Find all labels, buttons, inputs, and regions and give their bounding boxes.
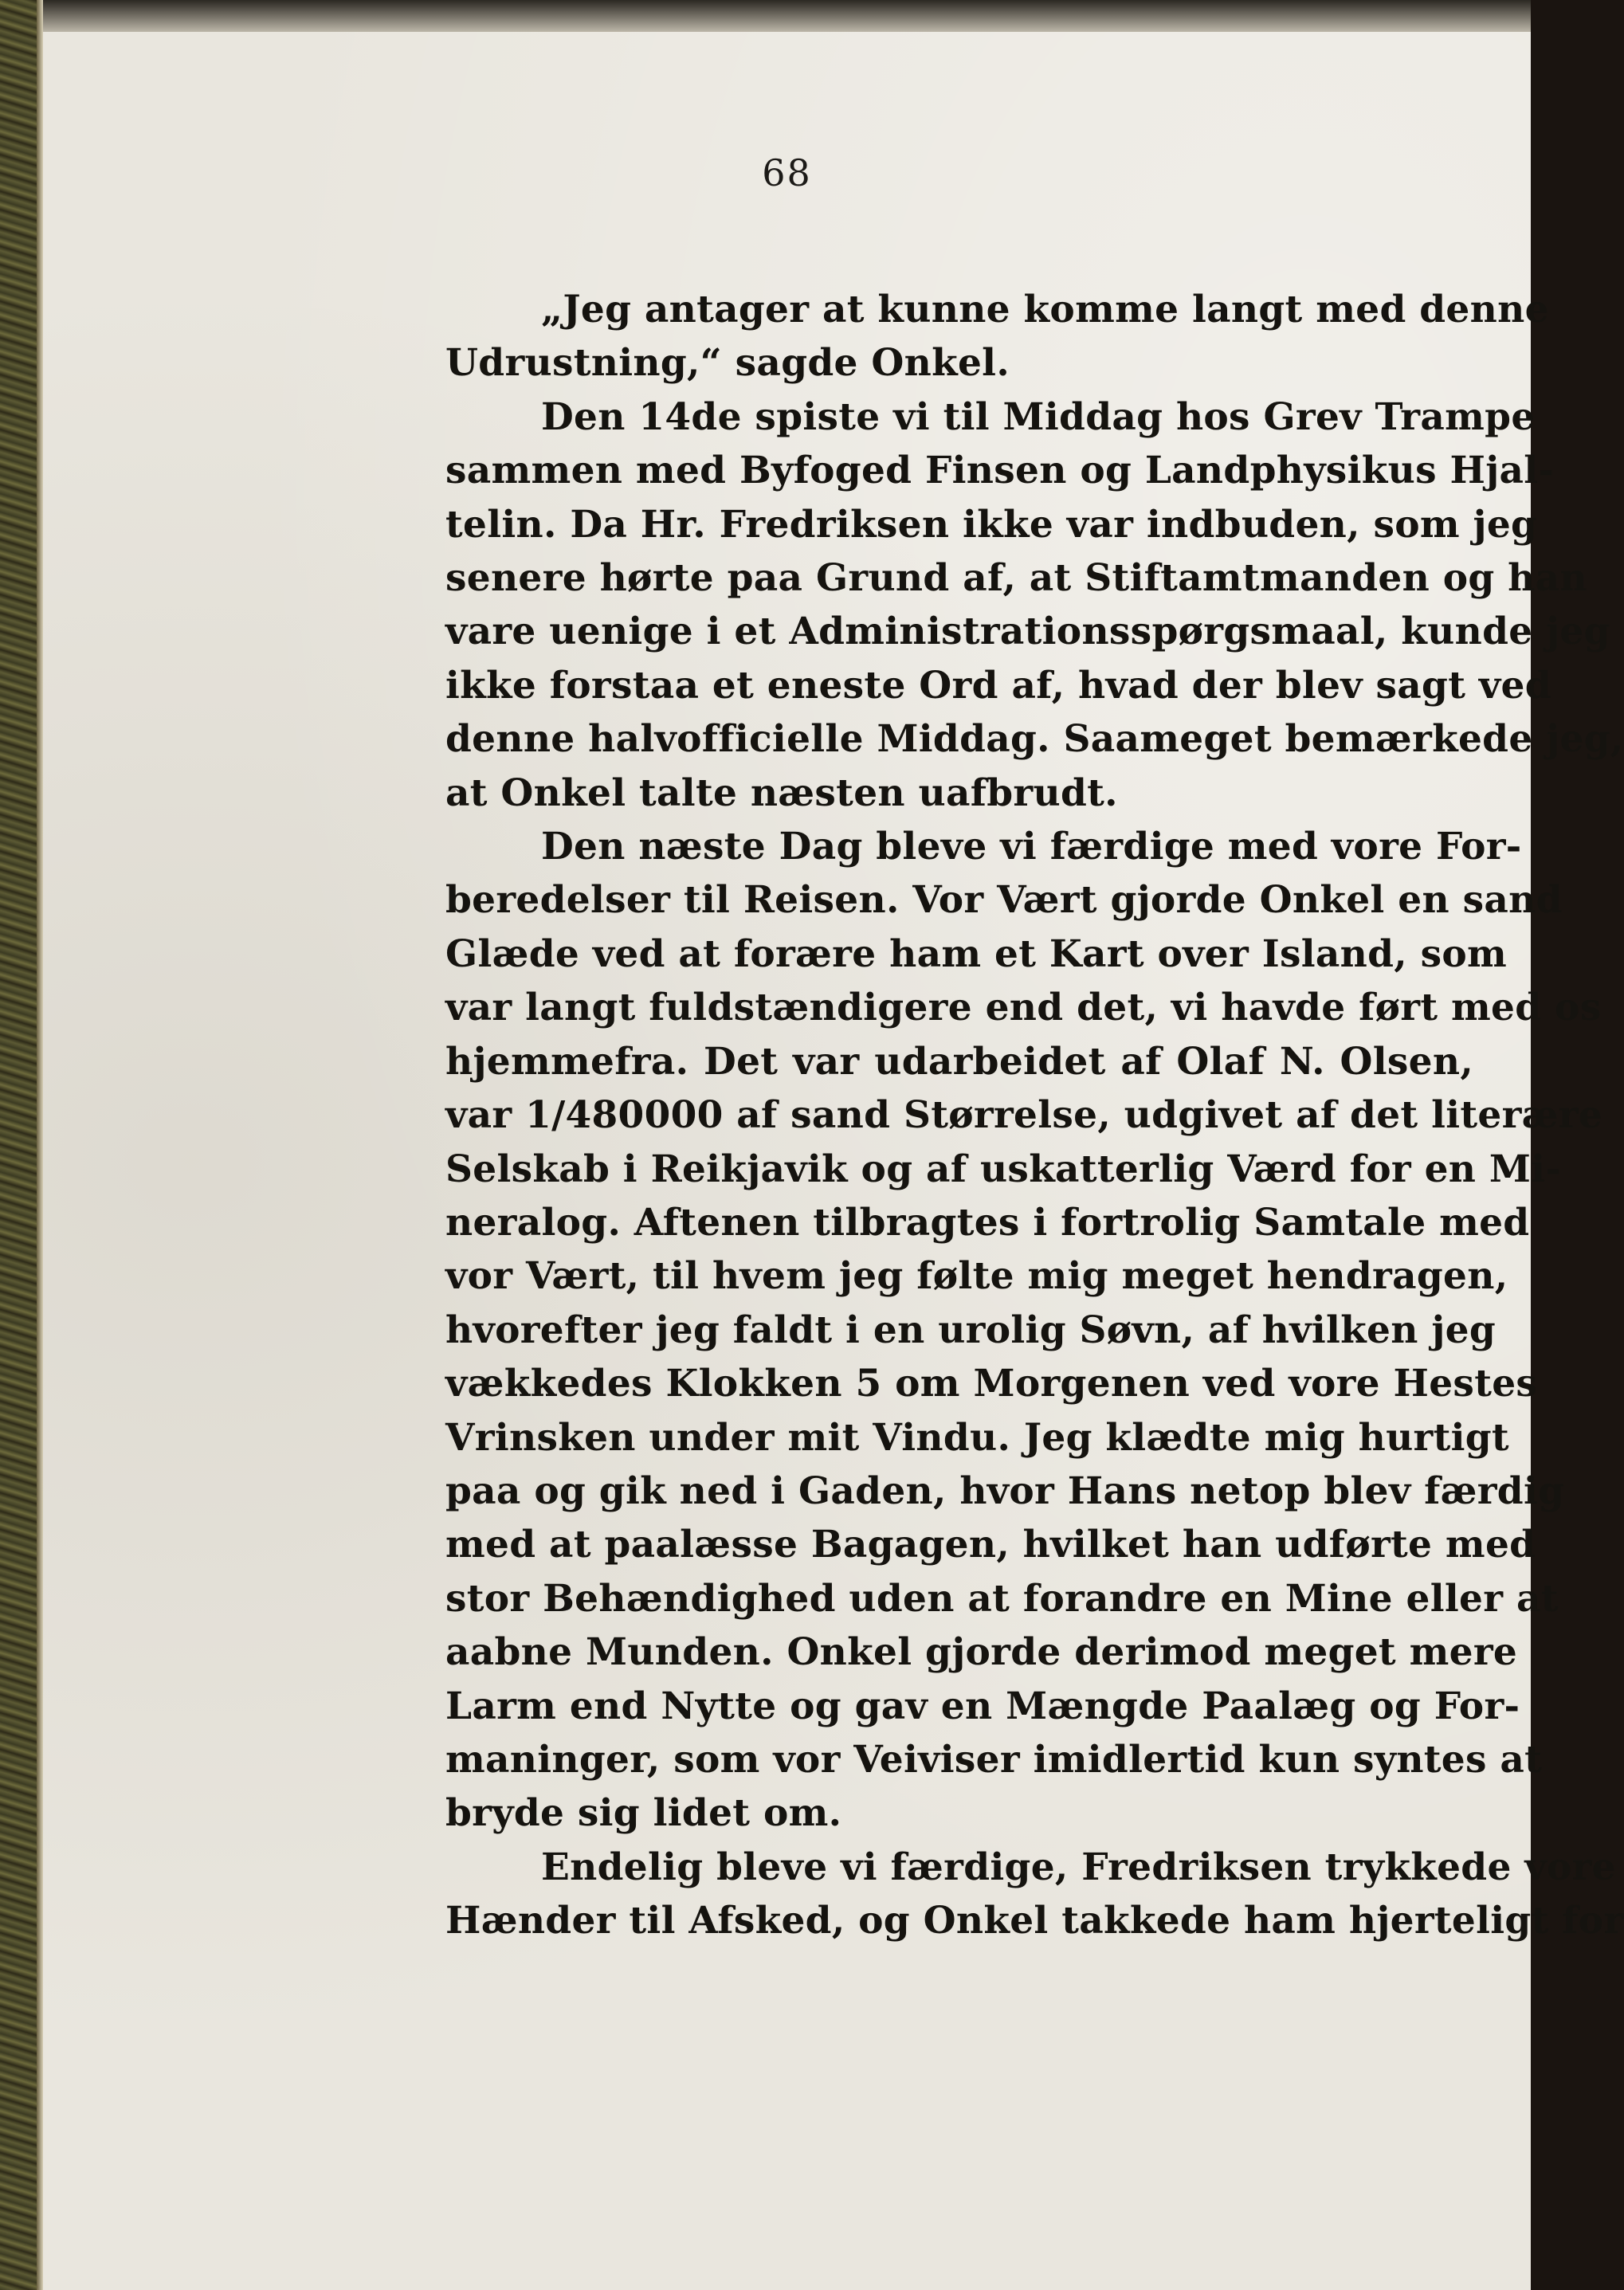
text-line: aabne Munden. Onkel gjorde derimod meget mere xyxy=(445,1630,1518,1675)
page-top-shadow xyxy=(43,0,1531,32)
page-number: 68 xyxy=(762,151,812,194)
binding-edge xyxy=(37,0,43,2290)
text-line: Vrinsken under mit Vindu. Jeg klædte mig hurtigt xyxy=(445,1415,1509,1460)
text-line: at Onkel talte næsten uafbrudt. xyxy=(445,771,1118,815)
text-line: „Jeg antager at kunne komme langt med denne xyxy=(541,288,1549,331)
text-line: Endelig bleve vi færdige, Fredriksen trykkede vore xyxy=(541,1845,1616,1889)
text-line: Selskab i Reikjavik og af uskatterlig Værd for en Mi- xyxy=(445,1147,1562,1191)
text-line: Glæde ved at forære ham et Kart over Island, som xyxy=(445,931,1508,976)
text-line: maninger, som vor Veiviser imidlertid kun syntes at xyxy=(445,1737,1543,1782)
text-line: Hænder til Afsked, og Onkel takkede ham hjerteligt for xyxy=(445,1899,1624,1943)
text-line: ikke forstaa et eneste Ord af, hvad der blev sagt ved xyxy=(445,663,1551,708)
text-line: telin. Da Hr. Fredriksen ikke var indbuden, som jeg xyxy=(445,502,1538,547)
text-line: vækkedes Klokken 5 om Morgenen ved vore Hestes xyxy=(445,1362,1538,1406)
text-line: sammen med Byfoged Finsen og Landphysikus Hjal- xyxy=(445,449,1555,493)
text-line: Udrustning,“ sagde Onkel. xyxy=(445,341,1010,386)
text-line: beredelser til Reisen. Vor Vært gjorde Onkel en sand xyxy=(445,878,1563,923)
text-line: Den næste Dag bleve vi færdige med vore For- xyxy=(541,825,1522,869)
text-line: stor Behændighed uden at forandre en Mine eller at xyxy=(445,1576,1559,1621)
text-line: senere hørte paa Grund af, at Stiftamtmanden og han xyxy=(445,556,1587,601)
text-line: denne halvofficielle Middag. Saameget bemærkede jeg, xyxy=(445,717,1624,762)
text-line: vor Vært, til hvem jeg følte mig meget hendragen, xyxy=(445,1254,1508,1299)
text-line: hvorefter jeg faldt i en urolig Søvn, af hvilken jeg xyxy=(445,1308,1497,1352)
book-page xyxy=(43,32,1624,2290)
text-line: bryde sig lidet om. xyxy=(445,1791,842,1836)
text-line: vare uenige i et Administrationsspørgsmaal, kunde jeg xyxy=(445,610,1610,654)
text-line: var 1/480000 af sand Størrelse, udgivet af det literære xyxy=(445,1093,1603,1138)
text-line: Larm end Nytte og gav en Mængde Paalæg og For- xyxy=(445,1684,1520,1728)
body-text xyxy=(445,283,1624,1948)
text-line: neralog. Aftenen tilbragtes i fortrolig Samtale med xyxy=(445,1200,1530,1245)
text-line: hjemmefra. Det var udarbeidet af Olaf N. Olsen, xyxy=(445,1039,1473,1084)
book-binding xyxy=(0,0,37,2290)
text-line: Den 14de spiste vi til Middag hos Grev Trampe xyxy=(541,394,1536,439)
text-line: var langt fuldstændigere end det, vi havde ført med os xyxy=(445,986,1602,1030)
text-line: med at paalæsse Bagagen, hvilket han udførte med xyxy=(445,1523,1536,1567)
text-line: paa og gik ned i Gaden, hvor Hans netop blev færdig xyxy=(445,1469,1565,1513)
